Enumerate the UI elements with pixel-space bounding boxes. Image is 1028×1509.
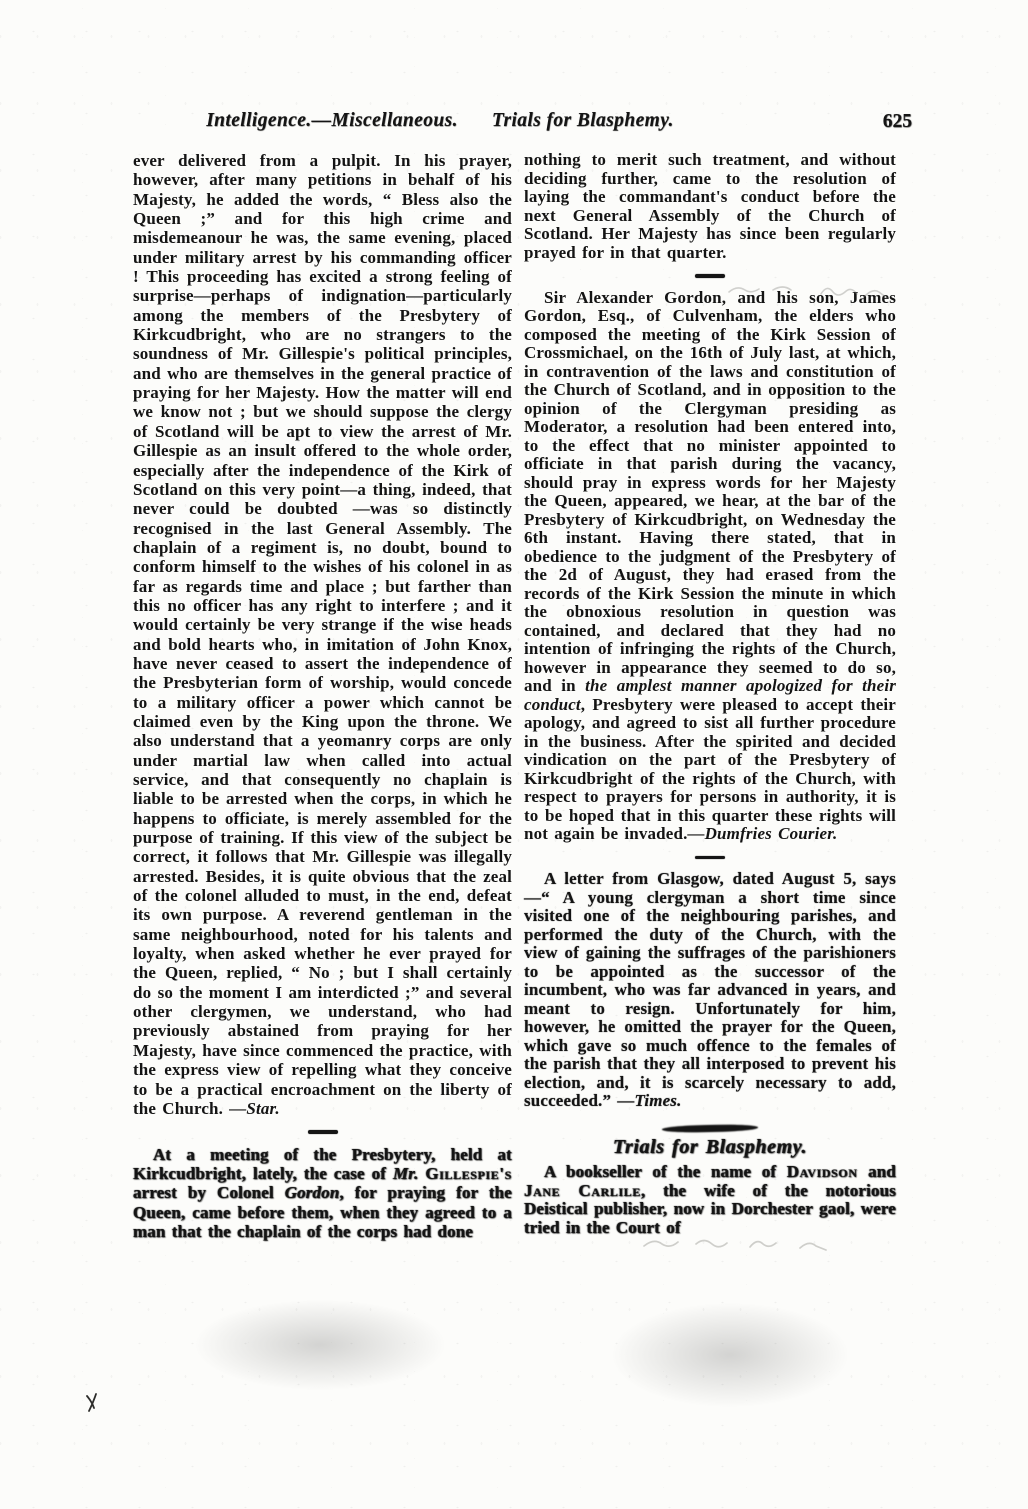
article-kirk-session-crossmichael	[524, 289, 896, 844]
body-text: At a meeting of the Presbytery, held at Kirkcudbright, lately, the case of	[133, 1144, 512, 1184]
body-text: , for praying for the Queen, came before them, when they agreed to a man that the chaplain of the corps had done	[133, 1183, 512, 1242]
page-number: 625	[882, 111, 912, 132]
body-text: , the wife of the notorious Deistical publisher, now in Dorchester gaol, were tried in the Court of	[524, 1180, 896, 1237]
italic-text: —Dumfries Courier.	[687, 824, 838, 843]
running-head	[0, 110, 880, 132]
body-text: Sir Alexander Gordon, and his son, James Gordon, Esq., of Culvenham, the elders who composed the meeting of the Kirk Session of Crossmichael, on the 16th of July last, at which, in contravention of the laws and constitution of the Church of Scotland, and in opposition to the opinion of the Clergyman presiding as Moderator, a resolution had been entered into, to the effect that no minister appointed to officiate in that parish during the vacancy, should pray in express words for her Majesty the Queen, appeared, we hear, at the bar of the Presbytery of Kirkcudbright, on Wednesday the 6th instant. Having there stated, that in obedience to the judgment of the Presbytery of the 2d of August, they had erased from the records of the Kirk Session the minute in which the obnoxious resolution in question was contained, and declared that they had no intention of infringing the rights of the Church, however in appearance they seemed to do so, and in	[524, 287, 896, 695]
article-davidson-carlile	[524, 1163, 896, 1237]
section-divider-rule	[308, 1130, 338, 1134]
italic-text: the amplest manner apologized for their conduct	[524, 676, 896, 714]
ink-blotch	[560, 1280, 900, 1430]
body-text: , Presbytery were pleased to accept their apology, and agreed to sist all further procedure in the business. After the spirited and decided vindication on the part of the Presbytery of Kirkcudbright of the rights of the Church, with respect to prayers for persons in authority, it is to be hoped that in this quarter these rights will not again be invaded.	[524, 694, 896, 843]
stray-ink-mark	[84, 1392, 102, 1414]
body-text: and	[857, 1162, 896, 1181]
left-column	[133, 151, 512, 1241]
section-divider-rule	[695, 856, 725, 860]
person-name: Jane Carlile	[524, 1180, 641, 1200]
italic-text: —Star.	[229, 1098, 280, 1118]
italic-text: Mr.	[393, 1164, 419, 1184]
italic-text: —Times.	[617, 1091, 682, 1110]
body-text: A bookseller of the name of	[544, 1162, 787, 1181]
running-head-right: Trials for Blasphemy.	[491, 110, 674, 131]
italic-text: Gordon	[284, 1183, 340, 1203]
body-text: nothing to merit such treatment, and without deciding further, came to the resolution of laying the commandant's conduct before the next General Assembly of the Church of Scotland. Her Majesty has since been regularly prayed for in that quarter.	[524, 150, 896, 262]
body-text: Trials for Blasphemy.	[612, 1135, 808, 1158]
article-commandant-conduct	[524, 151, 896, 262]
section-divider-rule	[695, 274, 725, 278]
body-text: ever delivered from a pulpit. In his prayer, however, after many petitions in behalf of his Majesty, he added the words, “ Bless also the Queen ;” and for this high crime and misdemeanour he was, the same evening, placed under military arrest by his commanding officer ! This proceeding has excited a strong feeling of surprise—perhaps of indignation—particularly among the members of the Presbytery of Kirkcudbright, who are no strangers to the soundness of Mr. Gillespie's political principles, and who are themselves in the general practice of praying for her Majesty. How the matter will end we know not ; but we should suppose the clergy of Scotland will be apt to view the arrest of Mr. Gillespie as an insult offered to the whole order, especially after the independence of the Kirk of Scotland on this very point—a thing, indeed, that never could be doubted —was so distinctly recognised in the last General Assembly. The chaplain of a regiment is, no doubt, bound to conform himself to the wishes of his colonel in as far as regards time and place ; but farther than this no officer has any right to interfere ; and it would certainly be very strange if the wise heads and bold hearts who, in imitation of John Knox, have never ceased to assert the independence of the Presbyterian form of worship, would concede to a military officer a power which cannot be claimed even by the King upon the throne. We also understand that a yeomanry corps are only under martial law when called into actual service, and that consequently no chaplain is liable to be arrested when the corps, in which he happens to officiate, is merely assembled for the purpose of training. If this view of the subject be correct, it follows that Mr. Gillespie was illegally arrested. Besides, it is quite obvious that the zeal of the colonel alluded to must, in the end, defeat its own purpose. A reverend gentleman in the same neighbourhood, noted for his talents and loyalty, when asked whether he ever prayed for the Queen, replied, “ No ; but I shall certainly do so the moment I am interdicted ;” and several other clergymen, we understand, who had previously abstained from praying for her Majesty, have since commenced the practice, with the express view of repelling what they conceive to be a practical encroachment on the liberty of the Church.	[133, 151, 512, 1118]
running-head-left: Intelligence.—Miscellaneous.	[206, 110, 458, 131]
section-heading-trials-for-blasphemy	[524, 1135, 896, 1158]
person-name: Davidson	[786, 1162, 858, 1181]
body-text: arrest by Colonel	[133, 1183, 285, 1203]
section-divider-rule	[662, 1123, 758, 1132]
body-text: A letter from Glasgow, dated August 5, says—“ A young clergyman a short time since visited one of the neighbouring parishes, and performed the duty of the Church, with the view of gaining the suffrages of the parishioners to be appointed as the successor of the incumbent, who was far advanced in years, and meant to resign. Unfortunately for him, however, he omitted the prayer for the Queen, which gave so much offence to the females of the parish that they all interposed to prevent his election, and, it is scarcely necessary to add, succeeded.”	[524, 869, 896, 1110]
article-gillespie-arrest	[133, 151, 512, 1118]
article-presbytery-meeting	[133, 1145, 512, 1242]
ink-blotch	[140, 1280, 500, 1410]
right-column	[524, 151, 896, 1237]
article-glasgow-letter	[524, 870, 896, 1111]
person-name: Gillespie's	[425, 1164, 512, 1184]
